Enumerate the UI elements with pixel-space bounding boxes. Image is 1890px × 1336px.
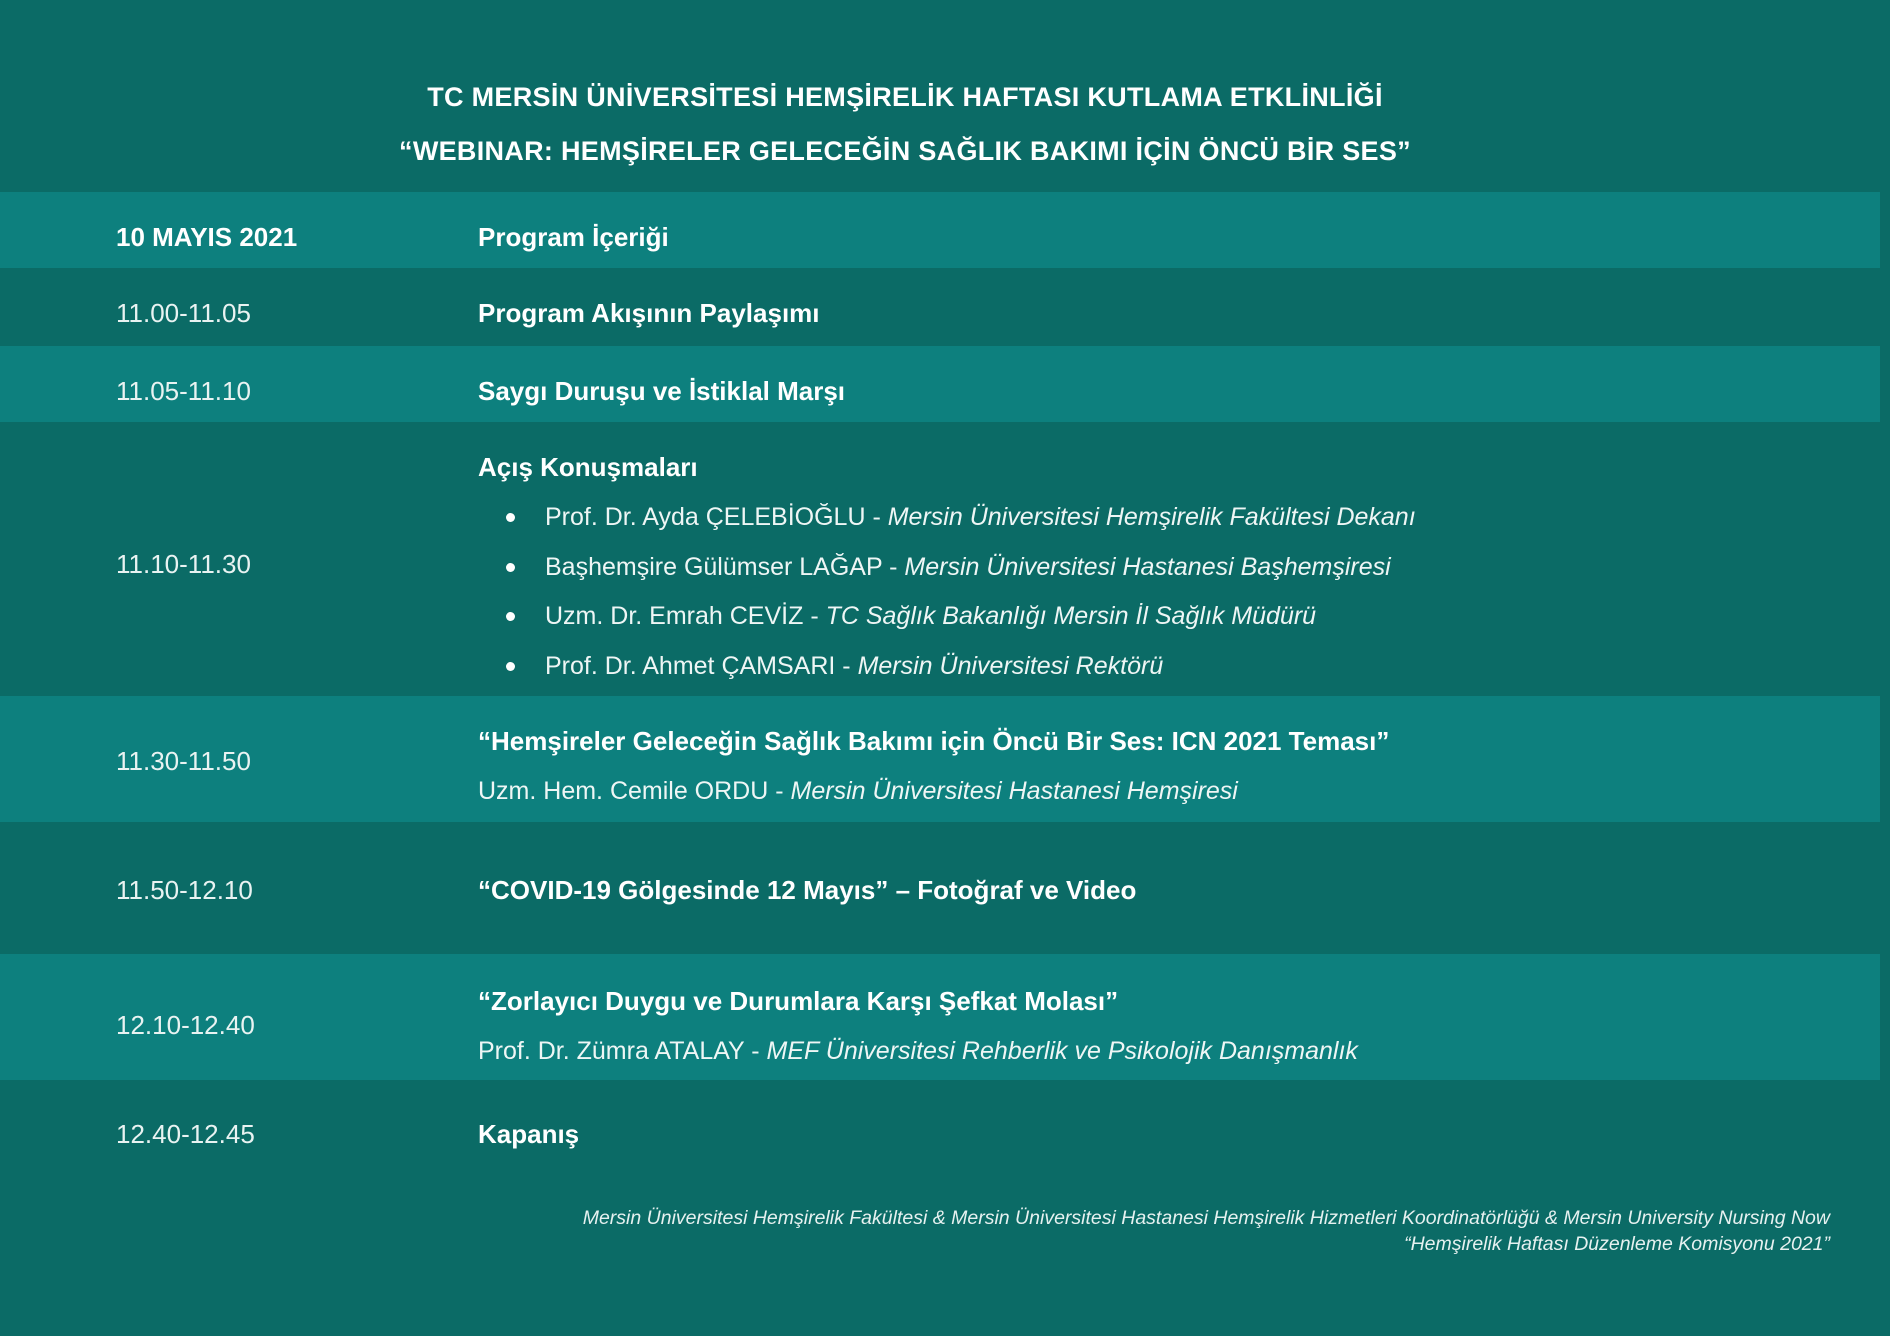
bullet-icon [506,612,515,621]
speaker-list [478,502,1880,700]
speaker-name: Prof. Dr. Ahmet ÇAMSARI [545,651,836,680]
program-content-heading: Program İçeriği [478,222,669,252]
session-title: Saygı Duruşu ve İstiklal Marşı [478,376,846,406]
bullet-icon [506,563,515,572]
separator: - [865,503,888,531]
footer-credits [583,1205,1830,1257]
webinar-title: “WEBINAR: HEMŞİRELER GELECEĞİN SAĞLIK BAKIMI İÇİN ÖNCÜ BİR SES” [399,136,1411,166]
speaker-item [478,502,1880,552]
schedule-row [0,346,1880,422]
time-slot: 11.30-11.50 [116,746,251,776]
speaker-line [478,776,1880,806]
speaker-item [478,601,1880,651]
session-title: Program Akışının Paylaşımı [478,298,820,328]
speaker-name: Uzm. Hem. Cemile ORDU [478,777,769,805]
separator: - [835,651,858,680]
schedule-row [0,696,1880,822]
organizers-line: Mersin Üniversitesi Hemşirelik Fakültesi & Mersin Üniversitesi Hastanesi Hemşirelik Hizmetleri Koordinatörlüğü & Mersin University Nursing Now [582,1207,1830,1229]
speaker-role: Mersin Üniversitesi Hastanesi Hemşiresi [790,777,1238,805]
time-slot: 11.05-11.10 [116,376,251,406]
session-title: “COVID-19 Gölgesinde 12 Mayıs” – Fotoğraf ve Video [478,875,1137,905]
schedule-row [0,954,1880,1080]
session-title: “Hemşireler Geleceğin Sağlık Bakımı için Öncü Bir Ses: ICN 2021 Teması” [478,726,1390,756]
separator: - [744,1037,767,1065]
speaker-name: Prof. Dr. Zümra ATALAY [478,1037,745,1065]
separator: - [768,777,791,805]
separator: - [810,602,826,630]
time-slot: 12.40-12.45 [116,1119,255,1149]
speaker-name: Başhemşire Gülümser LAĞAP [545,552,883,581]
bullet-icon [506,513,515,522]
event-title: TC MERSİN ÜNİVERSİTESİ HEMŞİRELİK HAFTASI KUTLAMA ETKLİNLİĞİ [427,82,1383,112]
time-slot: 11.00-11.05 [116,298,251,328]
bullet-icon [506,662,515,671]
session-title: “Zorlayıcı Duygu ve Durumlara Karşı Şefkat Molası” [478,986,1119,1016]
session-title: Kapanış [478,1119,580,1149]
schedule-row [0,268,1880,346]
time-slot: 12.10-12.40 [116,1010,255,1040]
time-slot: 11.50-12.10 [116,875,253,905]
speaker-role: Mersin Üniversitesi Rektörü [857,651,1164,680]
schedule-row [0,422,1880,696]
date-label: 10 MAYIS 2021 [116,222,298,252]
speaker-item [478,552,1880,602]
speaker-role: MEF Üniversitesi Rehberlik ve Psikolojik Danışmanlık [766,1037,1358,1065]
speaker-line [478,1036,1880,1066]
time-slot: 11.10-11.30 [116,549,251,579]
session-title: Açış Konuşmaları [478,452,698,482]
page-header [0,70,1810,178]
speaker-role: TC Sağlık Bakanlığı Mersin İl Sağlık Müdürü [825,602,1317,630]
committee-line: “Hemşirelik Haftası Düzenleme Komisyonu 2021” [1404,1233,1830,1255]
table-header-row [0,192,1880,268]
speaker-name: Prof. Dr. Ayda ÇELEBİOĞLU [545,503,866,531]
speaker-role: Mersin Üniversitesi Hastanesi Başhemşiresi [904,552,1391,581]
speaker-item [478,651,1880,701]
speaker-name: Uzm. Dr. Emrah CEVİZ [545,602,811,630]
separator: - [882,552,905,581]
schedule-row [0,1080,1880,1190]
schedule-row [0,822,1880,954]
speaker-role: Mersin Üniversitesi Hemşirelik Fakültesi Dekanı [887,503,1416,531]
